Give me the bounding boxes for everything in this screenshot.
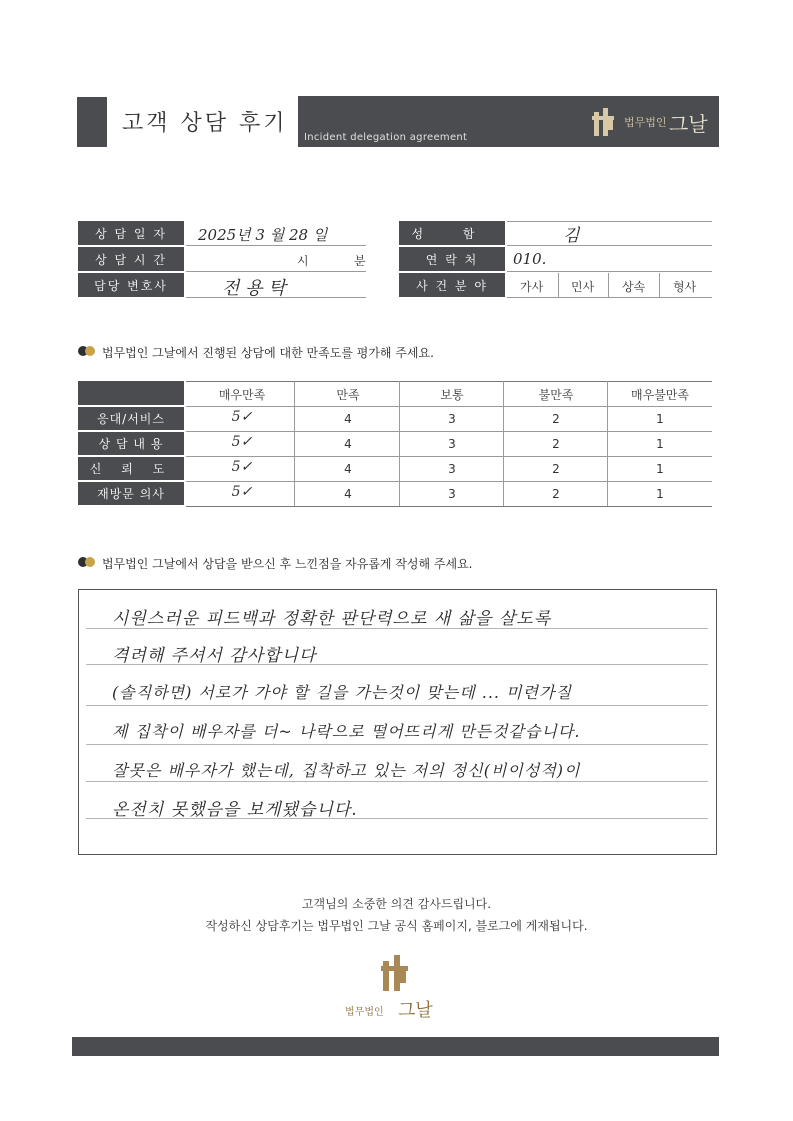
feedback-line: 제 집착이 배우자를 더~ 나락으로 떨어뜨리게 만든것같습니다. xyxy=(112,722,581,741)
field-option-family[interactable]: 가사 xyxy=(520,280,544,294)
date-value: 2025년 3 월 28 일 xyxy=(198,226,328,244)
time-hour-unit: 시 xyxy=(297,254,309,268)
col-divider xyxy=(294,381,295,506)
footer-bar xyxy=(72,1037,719,1056)
page-subtitle: Incident delegation agreement xyxy=(304,132,468,143)
rating-option[interactable]: 1 xyxy=(656,437,664,451)
time-label: 상 담 시 간 xyxy=(78,247,184,271)
feedback-line: 격려해 주셔서 감사합니다 xyxy=(112,646,317,666)
col-divider xyxy=(659,273,660,297)
footer-logo-label-big: 그날 xyxy=(398,1000,433,1021)
rating-row-label-service: 응대/서비스 xyxy=(78,407,184,430)
rating-option[interactable]: 3 xyxy=(448,412,456,426)
lawyer-label: 담당 변호사 xyxy=(78,273,184,297)
lawyer-value: 전 용 탁 xyxy=(222,278,286,299)
footer-thanks: 고객님의 소중한 의견 감사드립니다. xyxy=(301,897,492,911)
rating-row-label-content: 상 담 내 용 xyxy=(78,432,184,455)
row-divider xyxy=(507,221,712,222)
footer-notice: 작성하신 상담후기는 법무법인 그날 공식 홈페이지, 블로그에 게재됩니다. xyxy=(205,919,588,933)
rating-option[interactable]: 2 xyxy=(552,487,560,501)
rating-row-label-trust: 신 뢰 도 xyxy=(78,457,184,480)
ruled-line xyxy=(86,781,708,782)
rating-option[interactable]: 4 xyxy=(344,412,352,426)
header-accent-block xyxy=(77,97,107,147)
rating-option[interactable]: 3 xyxy=(448,462,456,476)
row-divider xyxy=(507,297,712,298)
rating-header: 불만족 xyxy=(538,388,574,402)
feedback-line: 잘못은 배우자가 했는데, 집착하고 있는 저의 정신(비이성적)이 xyxy=(112,761,581,780)
section-1-heading: 법무법인 그날에서 진행된 상담에 대한 만족도를 평가해 주세요. xyxy=(102,346,434,360)
section-bullet-icon xyxy=(78,557,96,567)
logo-label-big: 그날 xyxy=(669,112,708,136)
rating-option[interactable]: 4 xyxy=(344,462,352,476)
rating-option[interactable]: 2 xyxy=(552,437,560,451)
rating-option[interactable]: 3 xyxy=(448,437,456,451)
case-field-label: 사 건 분 야 xyxy=(399,273,505,297)
feedback-line: 온전치 못했음을 보게됐습니다. xyxy=(112,800,358,820)
rating-header: 매우만족 xyxy=(218,388,266,402)
rating-option[interactable]: 1 xyxy=(656,412,664,426)
row-divider xyxy=(186,481,712,482)
rating-option[interactable]: 2 xyxy=(552,412,560,426)
rating-option[interactable]: 3 xyxy=(448,487,456,501)
row-divider xyxy=(186,271,366,272)
rating-check-mark[interactable]: 5✓ xyxy=(231,434,253,450)
rating-check-mark[interactable]: 5✓ xyxy=(231,409,253,425)
rating-check-mark[interactable]: 5✓ xyxy=(231,459,253,475)
rating-check-mark[interactable]: 5✓ xyxy=(231,484,253,500)
row-divider xyxy=(186,456,712,457)
table-top-border xyxy=(186,381,712,382)
table-bottom-border xyxy=(186,506,712,507)
rating-option[interactable]: 2 xyxy=(552,462,560,476)
rating-header: 매우불만족 xyxy=(631,388,689,402)
section-2-heading: 법무법인 그날에서 상담을 받으신 후 느낀점을 자유롭게 작성해 주세요. xyxy=(102,557,473,571)
row-divider xyxy=(507,245,712,246)
header-logo xyxy=(591,106,711,138)
contact-value: 010. xyxy=(513,250,547,268)
rating-option[interactable]: 4 xyxy=(344,437,352,451)
rating-corner-cell xyxy=(78,381,184,405)
section-bullet-icon xyxy=(78,346,96,356)
rating-header: 보통 xyxy=(440,388,464,402)
ruled-line xyxy=(86,705,708,706)
field-option-inheritance[interactable]: 상속 xyxy=(622,280,646,294)
logo-label-small: 법무법인 xyxy=(624,116,667,129)
row-divider xyxy=(186,406,712,407)
field-option-criminal[interactable]: 형사 xyxy=(673,280,697,294)
col-divider xyxy=(608,273,609,297)
rating-option[interactable]: 4 xyxy=(344,487,352,501)
rating-option[interactable]: 1 xyxy=(656,462,664,476)
row-divider xyxy=(507,271,712,272)
rating-row-label-revisit: 재방문 의사 xyxy=(78,482,184,505)
row-divider xyxy=(186,431,712,432)
field-option-civil[interactable]: 민사 xyxy=(571,280,595,294)
col-divider xyxy=(558,273,559,297)
footer-logo-label-small: 법무법인 xyxy=(345,1007,384,1018)
page-title: 고객 상담 후기 xyxy=(122,111,288,136)
feedback-line: 시원스러운 피드백과 정확한 판단력으로 새 삶을 살도록 xyxy=(112,609,552,629)
ruled-line xyxy=(86,744,708,745)
rating-header: 만족 xyxy=(336,388,360,402)
date-label: 상 담 일 자 xyxy=(78,221,184,245)
name-label: 성 함 xyxy=(399,221,505,245)
time-minute-unit: 분 xyxy=(354,254,366,268)
firm-logo-icon xyxy=(380,953,414,993)
contact-label: 연 락 처 xyxy=(399,247,505,271)
name-value: 김 xyxy=(563,226,580,246)
rating-option[interactable]: 1 xyxy=(656,487,664,501)
row-divider xyxy=(186,245,366,246)
feedback-line: (솔직하면) 서로가 가야 할 길을 가는것이 맞는데 ... 미련가질 xyxy=(112,683,572,702)
firm-logo-icon xyxy=(591,106,619,138)
